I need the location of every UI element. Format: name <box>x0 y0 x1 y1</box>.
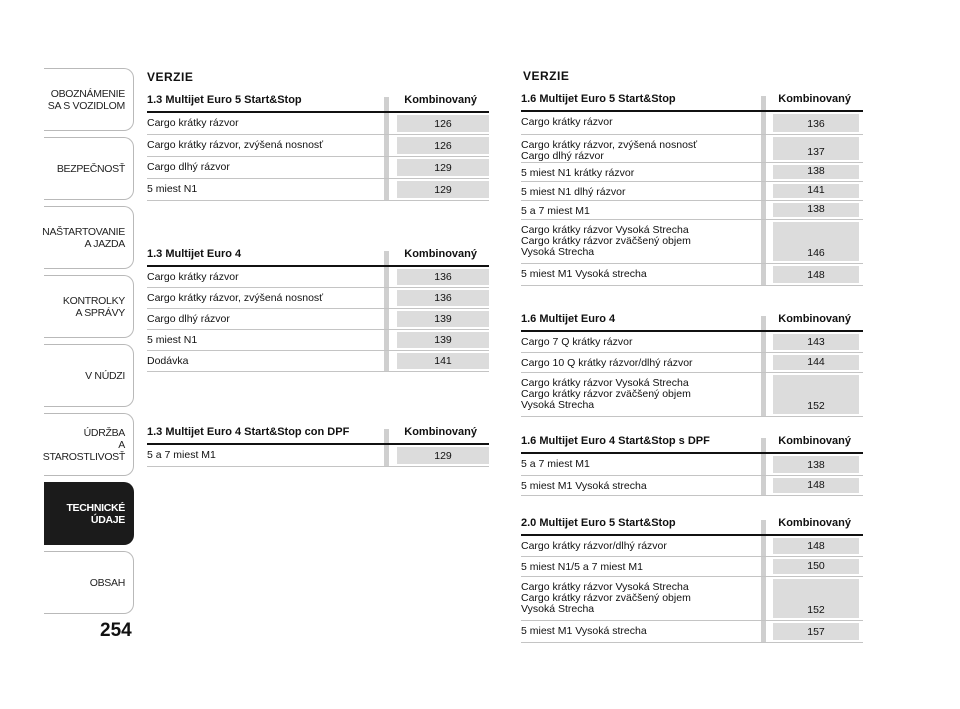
sidebar-tab-label: TECHNICKÉ ÚDAJE <box>66 501 125 526</box>
column-divider <box>761 201 766 219</box>
table-row <box>521 454 863 476</box>
table-header <box>521 511 863 536</box>
table-row <box>147 157 489 179</box>
right-table-1 <box>521 307 863 417</box>
column-divider <box>761 476 766 495</box>
row-value: 137 <box>773 137 859 160</box>
column-divider <box>761 621 766 642</box>
column-divider <box>384 113 389 134</box>
table-row <box>147 267 489 288</box>
row-label: Cargo krátky rázvor, zvýšená nosnosť <box>147 139 324 151</box>
page-number: 254 <box>100 620 132 641</box>
column-divider <box>761 163 766 181</box>
table-title: 1.6 Multijet Euro 5 Start&Stop <box>521 93 676 105</box>
sidebar-tab-label: BEZPEČNOSŤ <box>56 162 125 175</box>
table-header <box>147 420 489 445</box>
row-value: 129 <box>397 181 489 198</box>
row-value: 144 <box>773 355 859 370</box>
row-label: Cargo krátky rázvor <box>521 116 613 128</box>
row-label: Cargo 10 Q krátky rázvor/dlhý rázvor <box>521 357 693 369</box>
left-table-1 <box>147 242 489 372</box>
table-row <box>521 220 863 264</box>
column-divider <box>761 264 766 285</box>
column-divider <box>761 182 766 200</box>
table-title: 1.3 Multijet Euro 4 Start&Stop con DPF <box>147 426 350 438</box>
sidebar-tab-label: ÚDRŽBA A STAROSTLIVOSŤ <box>42 426 126 463</box>
row-value: 152 <box>773 579 859 618</box>
row-value: 146 <box>773 222 859 261</box>
row-value: 157 <box>773 623 859 640</box>
table-title: 1.3 Multijet Euro 4 <box>147 248 242 260</box>
column-header: Kombinovaný <box>404 94 477 106</box>
table-row <box>147 445 489 467</box>
sidebar-tab-5[interactable] <box>44 413 134 476</box>
column-divider <box>761 577 766 620</box>
column-divider <box>761 373 766 416</box>
row-label: Dodávka <box>147 355 189 367</box>
row-value: 152 <box>773 375 859 414</box>
right-table-2 <box>521 429 863 496</box>
column-divider <box>761 220 766 263</box>
sidebar-tab-label: V NÚDZI <box>85 369 125 382</box>
sidebar-tab-1[interactable] <box>44 137 134 200</box>
table-row <box>521 621 863 643</box>
row-label: Cargo krátky rázvor <box>147 117 239 129</box>
column-divider <box>761 438 766 452</box>
row-label: 5 a 7 miest M1 <box>521 205 590 217</box>
column-divider <box>761 332 766 352</box>
row-value: 136 <box>397 269 489 285</box>
sidebar-tab-label: OBOZNÁMENIE SA S VOZIDLOM <box>47 87 125 112</box>
row-value: 141 <box>397 353 489 369</box>
row-value: 129 <box>397 447 489 464</box>
sidebar-tab-label: NAŠTARTOVANIE A JAZDA <box>42 225 125 250</box>
table-row <box>521 182 863 201</box>
row-label: 5 miest N1 krátky rázvor <box>521 167 635 179</box>
row-value: 126 <box>397 137 489 154</box>
row-label: 5 miest N1 <box>147 183 198 195</box>
table-title: 1.3 Multijet Euro 5 Start&Stop <box>147 94 302 106</box>
row-value: 136 <box>397 290 489 306</box>
table-row <box>521 476 863 496</box>
table-row <box>521 112 863 135</box>
table-row <box>521 557 863 577</box>
row-label: 5 miest M1 Vysoká strecha <box>521 625 647 637</box>
row-label: Cargo krátky rázvor Vysoká Strecha Cargo krátky rázvor zväčšený objem Vysoká Strecha <box>521 377 691 411</box>
table-title: 2.0 Multijet Euro 5 Start&Stop <box>521 517 676 529</box>
table-title: 1.6 Multijet Euro 4 Start&Stop s DPF <box>521 435 710 447</box>
sidebar-tab-label: OBSAH <box>89 576 125 589</box>
row-value: 141 <box>773 184 859 198</box>
row-label: 5 miest N1 dlhý rázvor <box>521 186 626 198</box>
row-label: 5 miest N1/5 a 7 miest M1 <box>521 561 643 573</box>
table-header <box>521 307 863 332</box>
row-label: 5 a 7 miest M1 <box>147 449 216 461</box>
table-row <box>147 309 489 330</box>
right-table-3 <box>521 511 863 643</box>
row-value: 150 <box>773 559 859 574</box>
table-row <box>147 288 489 309</box>
table-header <box>147 242 489 267</box>
column-divider <box>761 536 766 556</box>
row-value: 139 <box>397 311 489 327</box>
table-row <box>521 135 863 163</box>
row-label: Cargo krátky rázvor Vysoká Strecha Cargo krátky rázvor zväčšený objem Vysoká Strecha <box>521 581 691 615</box>
sidebar-tab-2[interactable] <box>44 206 134 269</box>
column-divider <box>761 96 766 110</box>
row-label: Cargo dlhý rázvor <box>147 313 230 325</box>
column-header: Kombinovaný <box>404 426 477 438</box>
sidebar-tab-4[interactable] <box>44 344 134 407</box>
table-title: 1.6 Multijet Euro 4 <box>521 313 616 325</box>
row-label: Cargo 7 Q krátky rázvor <box>521 336 633 348</box>
column-divider <box>761 520 766 534</box>
table-row <box>521 577 863 621</box>
left-versions-heading: VERZIE <box>147 70 194 84</box>
table-header <box>521 87 863 112</box>
column-divider <box>761 557 766 576</box>
column-divider <box>384 157 389 178</box>
right-table-0 <box>521 87 863 286</box>
column-divider <box>384 330 389 350</box>
table-row <box>147 351 489 372</box>
row-value: 138 <box>773 456 859 473</box>
row-value: 148 <box>773 538 859 554</box>
column-divider <box>761 454 766 475</box>
sidebar-tab-label: KONTROLKY A SPRÁVY <box>62 294 125 319</box>
column-divider <box>384 429 389 443</box>
row-label: 5 miest N1 <box>147 334 198 346</box>
left-table-0 <box>147 88 489 201</box>
row-value: 138 <box>773 165 859 179</box>
column-divider <box>384 97 389 111</box>
table-row <box>521 353 863 373</box>
column-divider <box>384 135 389 156</box>
column-divider <box>384 288 389 308</box>
right-versions-heading: VERZIE <box>523 69 570 83</box>
table-row <box>147 330 489 351</box>
row-value: 143 <box>773 334 859 350</box>
row-label: Cargo krátky rázvor Vysoká Strecha Cargo krátky rázvor zväčšený objem Vysoká Strecha <box>521 224 691 258</box>
table-row <box>147 113 489 135</box>
row-value: 126 <box>397 115 489 132</box>
row-label: Cargo krátky rázvor/dlhý rázvor <box>521 540 667 552</box>
row-label: 5 miest M1 Vysoká strecha <box>521 480 647 492</box>
row-label: Cargo krátky rázvor, zvýšená nosnosť Cargo dlhý rázvor <box>521 139 698 162</box>
column-header: Kombinovaný <box>778 517 851 529</box>
row-label: Cargo krátky rázvor, zvýšená nosnosť <box>147 292 324 304</box>
sidebar-tab-6[interactable] <box>44 482 134 545</box>
row-value: 148 <box>773 266 859 283</box>
sidebar-tab-7[interactable] <box>44 551 134 614</box>
table-row <box>521 373 863 417</box>
table-row <box>521 264 863 286</box>
column-divider <box>384 179 389 200</box>
column-divider <box>384 445 389 466</box>
column-header: Kombinovaný <box>404 248 477 260</box>
column-divider <box>761 353 766 372</box>
row-value: 139 <box>397 332 489 348</box>
table-row <box>147 179 489 201</box>
column-divider <box>384 267 389 287</box>
sidebar-tab-3[interactable] <box>44 275 134 338</box>
column-header: Kombinovaný <box>778 313 851 325</box>
table-row <box>147 135 489 157</box>
table-row <box>521 536 863 557</box>
row-value: 136 <box>773 114 859 132</box>
column-header: Kombinovaný <box>778 93 851 105</box>
section-sidebar <box>44 68 134 620</box>
table-header <box>147 88 489 113</box>
table-row <box>521 332 863 353</box>
row-value: 129 <box>397 159 489 176</box>
row-value: 148 <box>773 478 859 493</box>
row-label: Cargo dlhý rázvor <box>147 161 230 173</box>
row-label: 5 a 7 miest M1 <box>521 458 590 470</box>
left-table-2 <box>147 420 489 467</box>
table-header <box>521 429 863 454</box>
sidebar-tab-0[interactable] <box>44 68 134 131</box>
column-divider <box>761 112 766 134</box>
column-divider <box>384 251 389 265</box>
column-header: Kombinovaný <box>778 435 851 447</box>
row-label: Cargo krátky rázvor <box>147 271 239 283</box>
column-divider <box>384 309 389 329</box>
row-label: 5 miest M1 Vysoká strecha <box>521 268 647 280</box>
column-divider <box>384 351 389 371</box>
column-divider <box>761 135 766 162</box>
table-row <box>521 201 863 220</box>
column-divider <box>761 316 766 330</box>
table-row <box>521 163 863 182</box>
row-value: 138 <box>773 203 859 217</box>
